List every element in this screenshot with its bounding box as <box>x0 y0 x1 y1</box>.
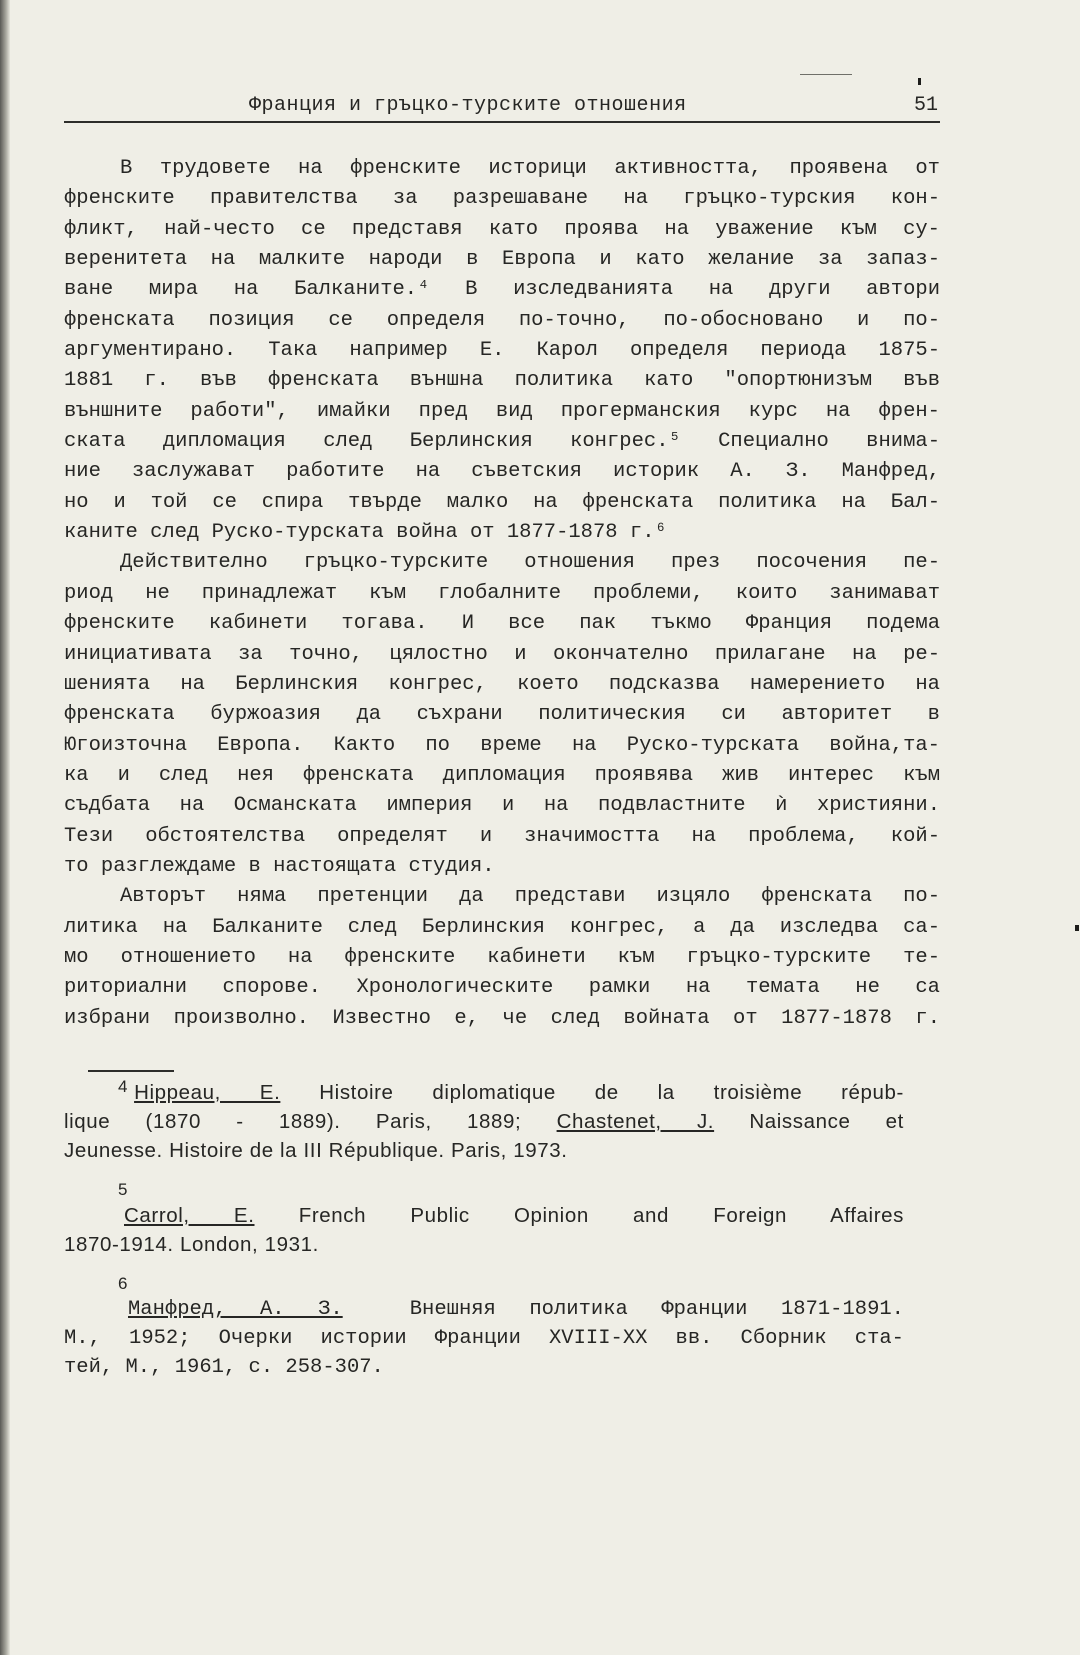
text-line: външните работи", имайки пред вид прогерманския курс на френ- <box>64 399 940 423</box>
header-rule <box>64 121 940 123</box>
text-line: Тези обстоятелства определят и значимостта на проблема, кой- <box>64 824 940 848</box>
text-line: мо отношението на френските кабинети към гръцко-турските те- <box>64 945 940 969</box>
body-text <box>64 154 940 1034</box>
text-line: инициативата за точно, цялостно и окончателно прилагане на ре- <box>64 642 940 666</box>
text-line: ската дипломация след Берлинския конгрес.⁵ Специално внима- <box>64 430 940 454</box>
text-line: френската позиция се определя по-точно, по-обосновано и по- <box>64 308 940 332</box>
footnote-text: Histoire diplomatique de la troisième répub- <box>280 1081 904 1104</box>
footnote-author-wrap <box>64 1204 255 1227</box>
footnote-line: тей, М., 1961, с. 258-307. <box>64 1356 384 1379</box>
text-line: риториални спорове. Хронологическите рамки на темата не са <box>64 976 940 1000</box>
text-line: Югоизточна Европа. Както по време на Руско-турската война,та- <box>64 733 940 757</box>
footnote-line <box>64 1107 904 1136</box>
text-line: френската буржоазия да съхрани политическия си авторитет в <box>64 703 940 727</box>
page-number: 51 <box>913 94 938 117</box>
footnotes <box>64 1078 904 1396</box>
scan-mark <box>800 74 852 75</box>
text-line: В трудовете на френските историци активността, проявена от <box>120 157 940 180</box>
footnote-text: Внешняя политика Франции 1871-1891. <box>342 1298 904 1321</box>
footnote-text: lique (1870 - 1889). Paris, 1889; <box>64 1110 557 1133</box>
footnote-line: 1870-1914. London, 1931. <box>64 1233 319 1256</box>
footnote-line: М., 1952; Очерки истории Франции XVIII-XX вв. Сборник ста- <box>64 1327 904 1350</box>
text-line: френските правителства за разрешаване на гръцко-турския кон- <box>64 187 940 211</box>
footnote-line <box>64 1078 904 1107</box>
text-line: веренитета на малките народи в Европа и като желание за запаз- <box>64 248 940 272</box>
footnote-author: Hippeau, E. <box>134 1081 281 1104</box>
scan-mark <box>1075 925 1079 931</box>
footnote-5 <box>64 1179 904 1259</box>
text-line: Авторът няма претенции да представи изцяло френската по- <box>120 885 940 909</box>
footnote-text: French Public Opinion and Foreign Affaires <box>254 1204 904 1227</box>
footnote-4 <box>64 1078 904 1165</box>
footnote-separator <box>88 1070 174 1072</box>
running-header <box>64 94 944 122</box>
footnote-line <box>64 1295 904 1324</box>
text-line: фликт, най-често се представя като проява на уважение към су- <box>64 217 940 241</box>
footnote-line: Jeunesse. Histoire de la III République. Paris, 1973. <box>64 1139 568 1162</box>
text-line: ние заслужават работите на съветския историк А. З. Манфред, <box>64 460 940 484</box>
text-line: аргументирано. Така например Е. Карол определя периода 1875- <box>64 339 940 363</box>
footnote-6 <box>64 1273 904 1382</box>
footnote-author: Манфред, А. З. <box>128 1298 343 1321</box>
footnote-mark: 6 <box>118 1274 128 1293</box>
footnote-text: Naissance et <box>714 1110 904 1133</box>
text-line: но и той се спира твърде малко на френската политика на Бал- <box>64 490 940 514</box>
footnote-mark: 5 <box>118 1180 128 1199</box>
text-line: съдбата на Османската империя и на подвластните ѝ християни. <box>64 794 940 818</box>
text-line: то разглеждаме в настоящата студия. <box>64 854 495 878</box>
text-line: литика на Балканите след Берлинския конгрес, а да изследва са- <box>64 915 940 939</box>
footnote-author: Carrol, E. <box>124 1204 255 1227</box>
footnote-line <box>64 1201 904 1230</box>
text-line: Действително гръцко-турските отношения през посочения пе- <box>120 551 940 575</box>
text-line: каните след Руско-турската война от 1877-1878 г.⁶ <box>64 521 667 545</box>
page-binding-edge <box>0 0 10 1655</box>
footnote-mark: 4 <box>118 1078 129 1096</box>
text-line: 1881 г. във френската външна политика като "опортюнизъм във <box>64 369 940 393</box>
text-line: френските кабинети тогава. И все пак тъкмо Франция подема <box>64 612 940 636</box>
scan-mark <box>918 78 921 85</box>
running-title: Франция и гръцко-турските отношения <box>249 94 687 117</box>
footnote-author: Chastenet, J. <box>556 1110 715 1133</box>
text-line: ване мира на Балканите.⁴ В изследванията на други автори <box>64 278 940 302</box>
footnote-author-wrap <box>64 1298 343 1321</box>
text-line: избрани произволно. Известно е, че след войната от 1877-1878 г. <box>64 1006 940 1030</box>
text-line: шенията на Берлинския конгрес, което подсказва намерението на <box>64 672 940 696</box>
text-line: риод не принадлежат към глобалните проблеми, които занимават <box>64 581 940 605</box>
text-line: ка и след нея френската дипломация проявява жив интерес към <box>64 763 940 787</box>
